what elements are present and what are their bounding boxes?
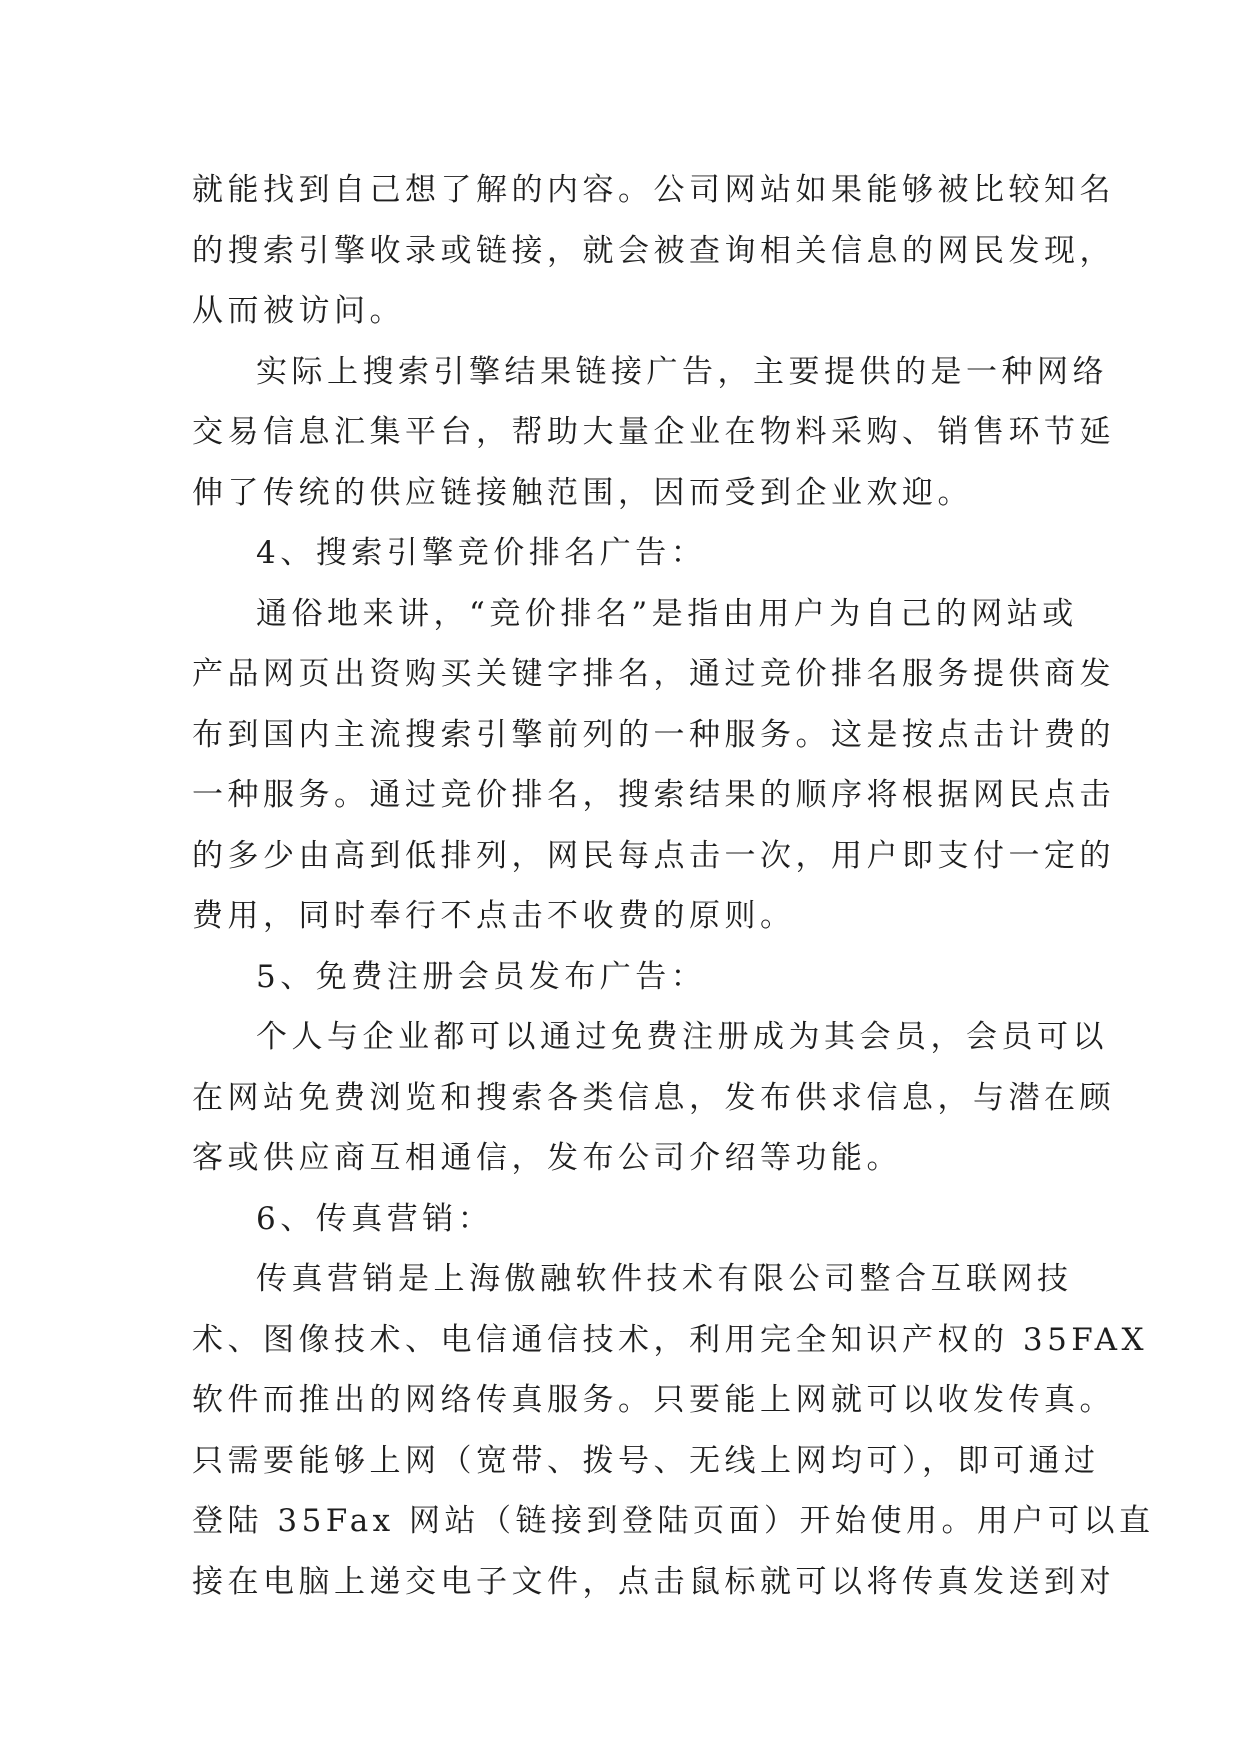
text-line: 只需要能够上网（宽带、拨号、无线上网均可），即可通过 (192, 1442, 1100, 1479)
text-line: 的搜索引擎收录或链接，就会被查询相关信息的网民发现， (192, 232, 1115, 269)
text-line: 传真营销是上海傲融软件技术有限公司整合互联网技 (256, 1261, 1073, 1297)
text-line: 登陆 35Fax 网站（链接到登陆页面）开始使用。用户可以直 (192, 1503, 1155, 1539)
text-line: 4、搜索引擎竞价排名广告： (256, 535, 707, 571)
document-body (192, 160, 1155, 1612)
text-line: 产品网页出资购买关键字排名，通过竞价排名服务提供商发 (192, 656, 1115, 692)
text-line: 客或供应商互相通信，发布公司介绍等功能。 (192, 1140, 902, 1176)
text-line: 在网站免费浏览和搜索各类信息，发布供求信息，与潜在顾 (192, 1079, 1115, 1116)
text-line: 5、免费注册会员发布广告： (256, 958, 707, 995)
text-line: 接在电脑上递交电子文件，点击鼠标就可以将传真发送到对 (192, 1563, 1115, 1600)
text-line: 就能找到自己想了解的内容。公司网站如果能够被比较知名 (192, 172, 1115, 208)
text-line: 实际上搜索引擎结果链接广告，主要提供的是一种网络 (256, 353, 1108, 390)
text-line: 的多少由高到低排列，网民每点击一次，用户即支付一定的 (192, 837, 1115, 874)
text-line: 6、传真营销： (256, 1200, 494, 1237)
text-line: 软件而推出的网络传真服务。只要能上网就可以收发传真。 (192, 1382, 1115, 1418)
text-line: 伸了传统的供应链接触范围，因而受到企业欢迎。 (192, 474, 973, 511)
text-line: 通俗地来讲，“竞价排名”是指由用户为自己的网站或 (256, 595, 1078, 632)
text-line: 个人与企业都可以通过免费注册成为其会员，会员可以 (256, 1019, 1108, 1055)
text-line: 交易信息汇集平台，帮助大量企业在物料采购、销售环节延 (192, 414, 1115, 450)
text-line: 术、图像技术、电信通信技术，利用完全知识产权的 35FAX (192, 1321, 1149, 1358)
text-line: 从而被访问。 (192, 293, 405, 329)
text-line: 布到国内主流搜索引擎前列的一种服务。这是按点击计费的 (192, 716, 1115, 753)
text-line: 一种服务。通过竞价排名，搜索结果的顺序将根据网民点击 (192, 777, 1115, 813)
text-line: 费用，同时奉行不点击不收费的原则。 (192, 898, 796, 934)
